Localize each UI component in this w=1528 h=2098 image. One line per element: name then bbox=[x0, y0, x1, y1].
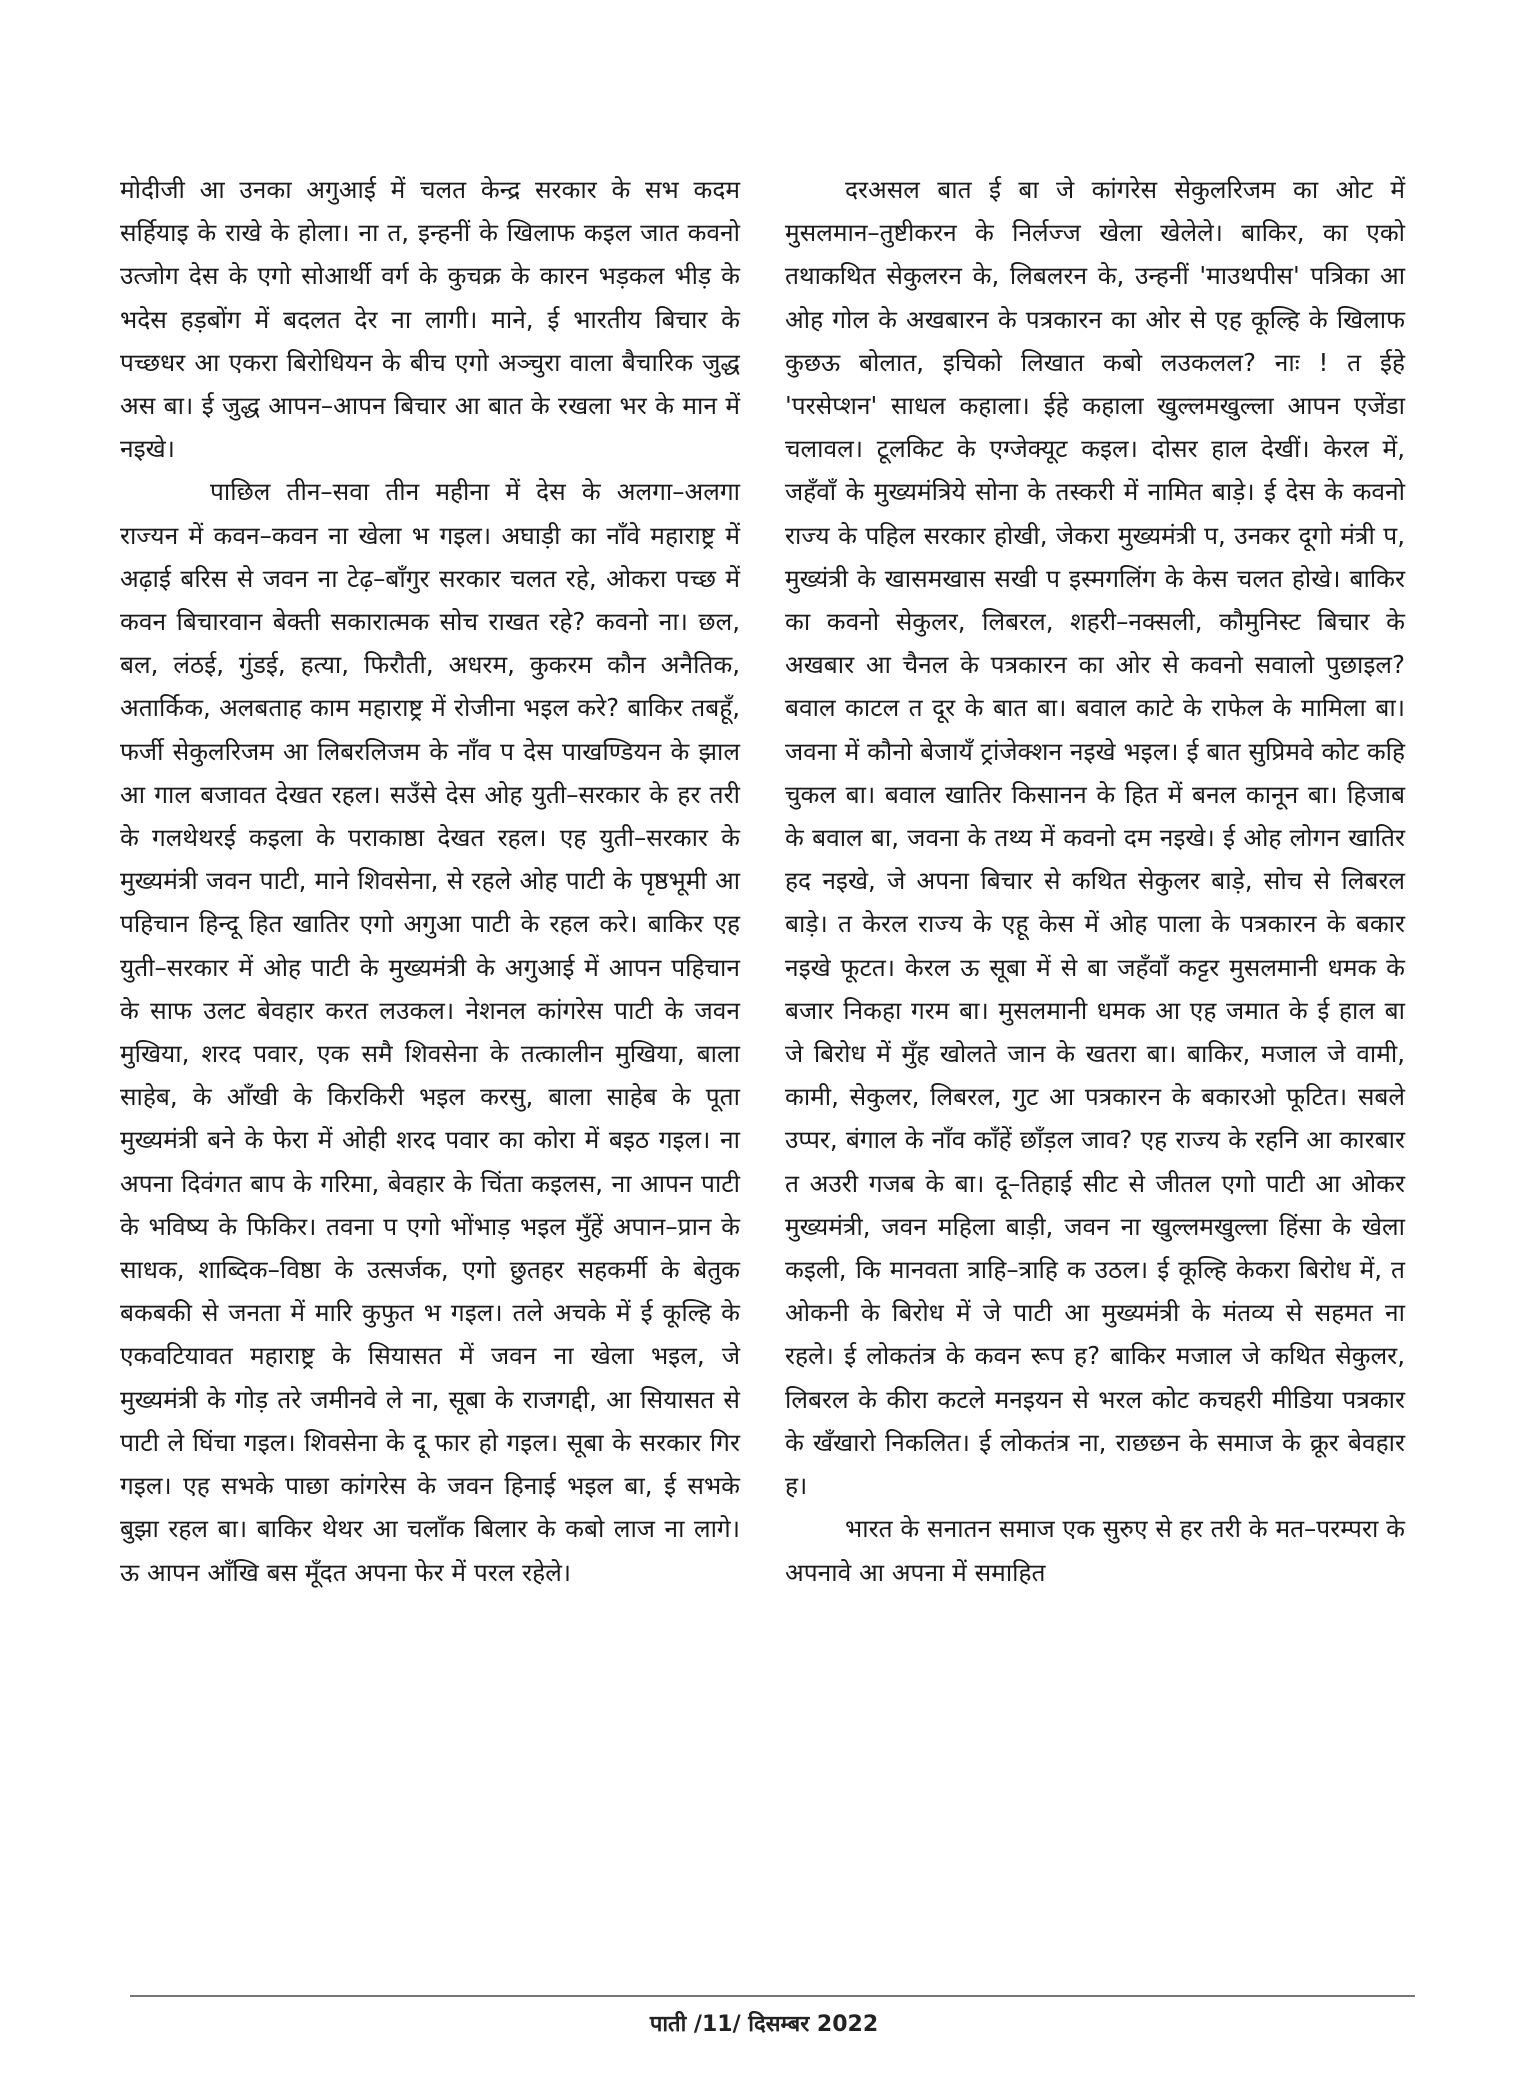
left-column bbox=[120, 168, 740, 1594]
right-paragraph-1: दरअसल बात ई बा जे कांगरेस सेकुलरिजम का ओट में मुसलमान–तुष्टीकरन के निर्लज्ज खेला खेलेले। बाकिर, का एको तथाकथित सेकुलरन के, लिबलरन के, उन्हनीं 'माउथपीस' पत्रिका आ ओह गोल के अखबारन के पत्रकारन का ओर से एह कूल्हि के खिलाफ कुछऊ बोलात, इचिको लिखात कबो लउकलल? नाः ! त ईहे 'परसेप्शन' साधल कहाला। ईहे कहाला खुल्लमखुल्ला आपन एजेंडा चलावल। टूलकिट के एग्जेक्यूट कइल। दोसर हाल देखीं। केरल में, जहँवाँ के मुख्यमंत्रिये सोना के तस्करी में नामित बाड़े। ई देस के कवनो राज्य के पहिल सरकार होखी, जेकरा मुख्यमंत्री प, उनकर दूगो मंत्री प, मुख्यंत्री के खासमखास सखी प इस्मगलिंग के केस चलत होखे। बाकिर का कवनो सेकुलर, लिबरल, शहरी–नक्सली, कौमुनिस्ट बिचार के अखबार आ चैनल के पत्रकारन का ओर से कवनो सवालो पुछाइल? बवाल काटल त दूर के बात बा। बवाल काटे के राफेल के मामिला बा। जवना में कौनो बेजायँ ट्रांजेक्शन नइखे भइल। ई बात सुप्रिमवे कोट कहि चुकल बा। बवाल खातिर किसानन के हित में बनल कानून बा। हिजाब के बवाल बा, जवना के तथ्य में कवनो दम नइखे। ई ओह लोगन खातिर हद नइखे, जे अपना बिचार से कथित सेकुलर बाड़े, सोच से लिबरल बाड़े। त केरल राज्य के एहू केस में ओह पाला के पत्रकारन के बकार नइखे फूटत। केरल ऊ सूबा में से बा जहँवाँ कट्टर मुसलमानी धमक के बजार निकहा गरम बा। मुसलमानी धमक आ एह जमात के ई हाल बा जे बिरोध में मुँह खोलते जान के खतरा बा। बाकिर, मजाल जे वामी, कामी, सेकुलर, लिबरल, गुट आ पत्रकारन के बकारओ फूटित। सबले उप्पर, बंगाल के नाँव काँहें छाँड़ल जाव? एह राज्य के रहनि आ कारबार त अउरी गजब के बा। दू–तिहाई सीट से जीतल एगो पाटी आ ओकर मुख्यमंत्री, जवन महिला बाड़ी, जवन ना खुल्लमखुल्ला हिंसा के खेला कइली, कि मानवता त्राहि–त्राहि क उठल। ई कूल्हि केकरा बिरोध में, त ओकनी के बिरोध में जे पाटी आ मुख्यमंत्री के मंतव्य से सहमत ना रहले। ई लोकतंत्र के कवन रूप ह? बाकिर मजाल जे कथित सेकुलर, लिबरल के कीरा कटले मनइयन से भरल कोट कचहरी मीडिया पत्रकार के खँखारो निकलित। ई लोकतंत्र ना, राछछन के समाज के क्रूर बेवहार ह। bbox=[785, 175, 1405, 1501]
footer-divider bbox=[130, 1995, 1415, 1997]
left-paragraph-2: पाछिल तीन–सवा तीन महीना में देस के अलगा–अलगा राज्यन में कवन–कवन ना खेला भ गइल। अघाड़ी का नाँवे महाराष्ट्र में अढ़ाई बरिस से जवन ना टेढ़–बाँगुर सरकार चलत रहे, ओकरा पच्छ में कवन बिचारवान बेक्ती सकारात्मक सोच राखत रहे? कवनो ना। छल, बल, लंठई, गुंडई, हत्या, फिरौती, अधरम, कुकरम कौन अनैतिक, अतार्किक, अलबताह काम महाराष्ट्र में रोजीना भइल करे? बाकिर तबहूँ, फर्जी सेकुलरिजम आ लिबरलिजम के नाँव प देस पाखण्डियन के झाल आ गाल बजावत देखत रहल। सउँसे देस ओह युती–सरकार के हर तरी के गलथेथरई कइला के पराकाष्ठा देखत रहल। एह युती–सरकार के मुख्यमंत्री जवन पाटी, माने शिवसेना, से रहले ओह पाटी के पृष्ठभूमी आ पहिचान हिन्दू हित खातिर एगो अगुआ पाटी के रहल करे। बाकिर एह युती–सरकार में ओह पाटी के मुख्यमंत्री के अगुआई में आपन पहिचान के साफ उलट बेवहार करत लउकल। नेशनल कांगरेस पाटी के जवन मुखिया, शरद पवार, एक समै शिवसेना के तत्कालीन मुखिया, बाला साहेब, के आँखी के किरकिरी भइल करसु, बाला साहेब के पूता मुख्यमंत्री बने के फेरा में ओही शरद पवार का कोरा में बइठ गइल। ना अपना दिवंगत बाप के गरिमा, बेवहार के चिंता कइलस, ना आपन पाटी के भविष्य के फिकिर। तवना प एगो भोंभाड़ भइल मुँहें अपान–प्रान के साधक, शाब्दिक–विष्ठा के उत्सर्जक, एगो छुतहर सहकर्मी के बेतुक बकबकी से जनता में मारि कुफुत भ गइल। तले अचके में ई कूल्हि के एकवटियावत महाराष्ट्र के सियासत में जवन ना खेला भइल, जे मुख्यमंत्री के गोड़ तरे जमीनवे ले ना, सूबा के राजगद्दी, आ सियासत से पाटी ले घिंचा गइल। शिवसेना के दू फार हो गइल। सूबा के सरकार गिर गइल। एह सभके पाछा कांगरेस के जवन हिनाई भइल बा, ई सभके बुझा रहल बा। बाकिर थेथर आ चलाँक बिलार के कबो लाज ना लागे। ऊ आपन आँखि बस मूँदत अपना फेर में परल रहेले। bbox=[120, 477, 740, 1587]
left-paragraph-1: मोदीजी आ उनका अगुआई में चलत केन्द्र सरकार के सभ कदम सर्हियाइ के राखे के होला। ना त, इन्हनीं के खिलाफ कइल जात कवनो उत्जोग देस के एगो सोआर्थी वर्ग के कुचक्र के कारन भड़कल भीड़ के भदेस हड़बोंग में बदलत देर ना लागी। माने, ई भारतीय बिचार के पच्छधर आ एकरा बिरोधियन के बीच एगो अञ्चुरा वाला बैचारिक जुद्ध अस बा। ई जुद्ध आपन–आपन बिचार आ बात के रखला भर के मान में नइखे। bbox=[120, 175, 740, 464]
page-footer: पाती /11/ दिसम्बर 2022 bbox=[649, 2012, 879, 2037]
right-paragraph-2: भारत के सनातन समाज एक सुरुए से हर तरी के मत–परम्परा के अपनावे आ अपना में समाहित bbox=[785, 1514, 1405, 1587]
right-column bbox=[785, 168, 1405, 1594]
